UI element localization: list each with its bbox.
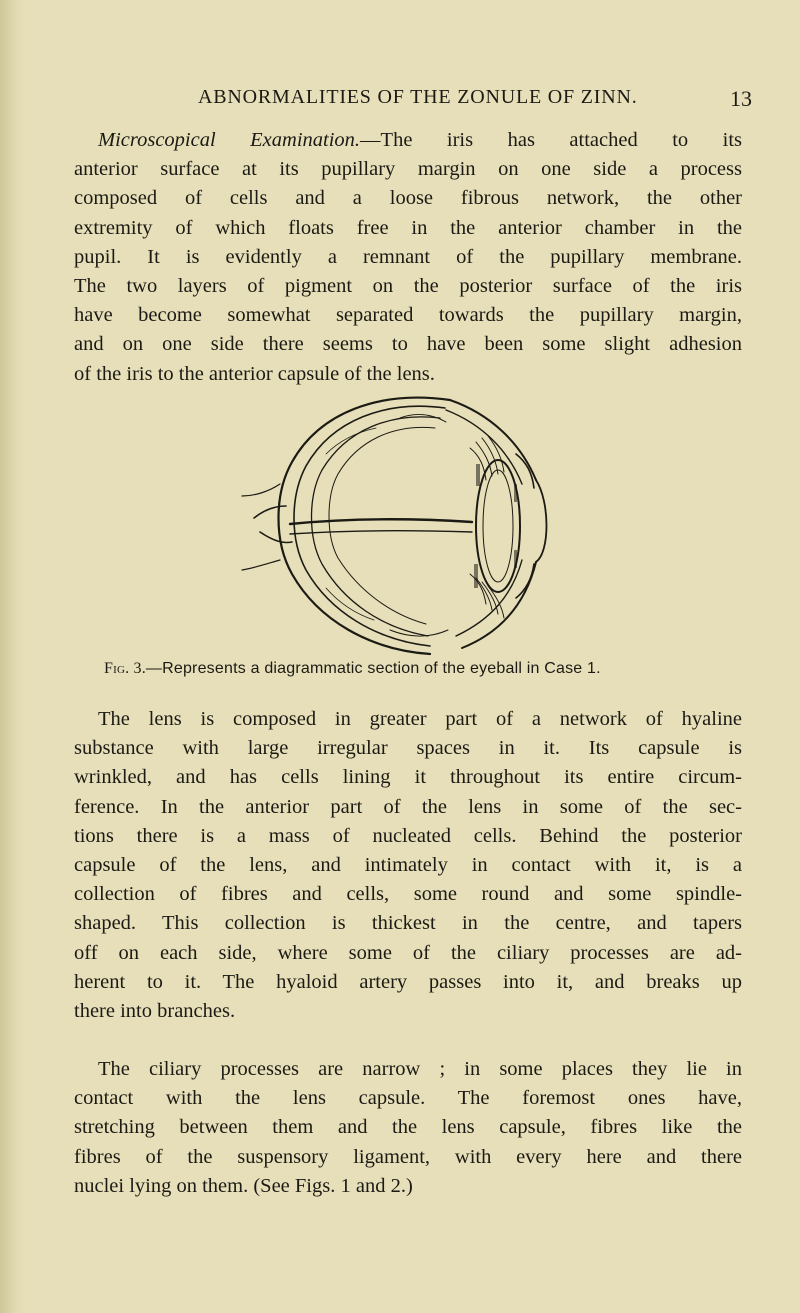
figure-caption-text: —Represents a diagrammatic section of the eyeball in Case 1.: [145, 660, 601, 677]
text-line: contact with the lens capsule. The foremost ones have,: [74, 1087, 742, 1110]
hyaloid-artery: [290, 519, 472, 524]
text-line: extremity of which floats free in the anterior chamber in the: [74, 216, 742, 239]
optic-nerve: [254, 506, 286, 518]
cornea: [536, 480, 547, 562]
paragraph-lens: [74, 705, 742, 1026]
figure-caption: [104, 660, 601, 678]
run-in-heading: Microscopical Examination.: [98, 129, 361, 151]
paragraph-microscopical-examination: [74, 126, 742, 389]
page-number: 13: [730, 86, 752, 111]
text-line: tions there is a mass of nucleated cells. Behind the posterior: [74, 824, 742, 847]
text-line: have become somewhat separated towards the pupillary margin,: [74, 304, 742, 327]
page-header: [130, 86, 752, 114]
text-line: capsule of the lens, and intimately in contact with it, is a: [74, 854, 742, 877]
text-line: ference. In the anterior part of the lens in some of the sec-: [74, 795, 742, 818]
text-line: The ciliary processes are narrow ; in some places they lie in: [98, 1058, 742, 1080]
text-line: pupil. It is evidently a remnant of the pupillary membrane.: [74, 245, 742, 268]
text-line: nuclei lying on them. (See Figs. 1 and 2.): [74, 1174, 413, 1197]
text-line: stretching between them and the lens capsule, fibres like the: [74, 1116, 742, 1139]
text-line: [74, 126, 742, 155]
text-line: composed of cells and a loose fibrous network, the other: [74, 187, 742, 210]
text-line: herent to it. The hyaloid artery passes into it, and breaks up: [74, 970, 742, 993]
text-line: wrinkled, and has cells lining it throughout its entire circum-: [74, 766, 742, 789]
page-edge-shadow: [0, 0, 26, 1313]
text-line: shaped. This collection is thickest in the centre, and tapers: [74, 912, 742, 935]
text-line: and on one side there seems to have been some slight adhesion: [74, 333, 742, 356]
text-line: The lens is composed in greater part of a network of hyaline: [98, 708, 742, 730]
text-line: substance with large irregular spaces in it. Its capsule is: [74, 737, 742, 760]
eyeball-section-diagram: [240, 392, 560, 660]
text-line: off on each side, where some of the ciliary processes are ad-: [74, 941, 742, 964]
paragraph-ciliary-processes: [74, 1055, 742, 1201]
running-head: ABNORMALITIES OF THE ZONULE OF ZINN.: [198, 86, 638, 108]
text-line: there into branches.: [74, 1000, 236, 1023]
text-line: anterior surface at its pupillary margin on one side a process: [74, 158, 742, 181]
text-segment: —The iris has attached to its: [360, 129, 743, 151]
text-line: The two layers of pigment on the posterior surface of the iris: [74, 275, 742, 298]
text-line: collection of fibres and cells, some round and some spindle-: [74, 883, 742, 906]
sclera-outline: [279, 398, 451, 654]
text-line: of the iris to the anterior capsule of the lens.: [74, 362, 435, 385]
figure-label: Fig. 3.: [104, 660, 146, 677]
text-line: fibres of the suspensory ligament, with every here and there: [74, 1145, 742, 1168]
